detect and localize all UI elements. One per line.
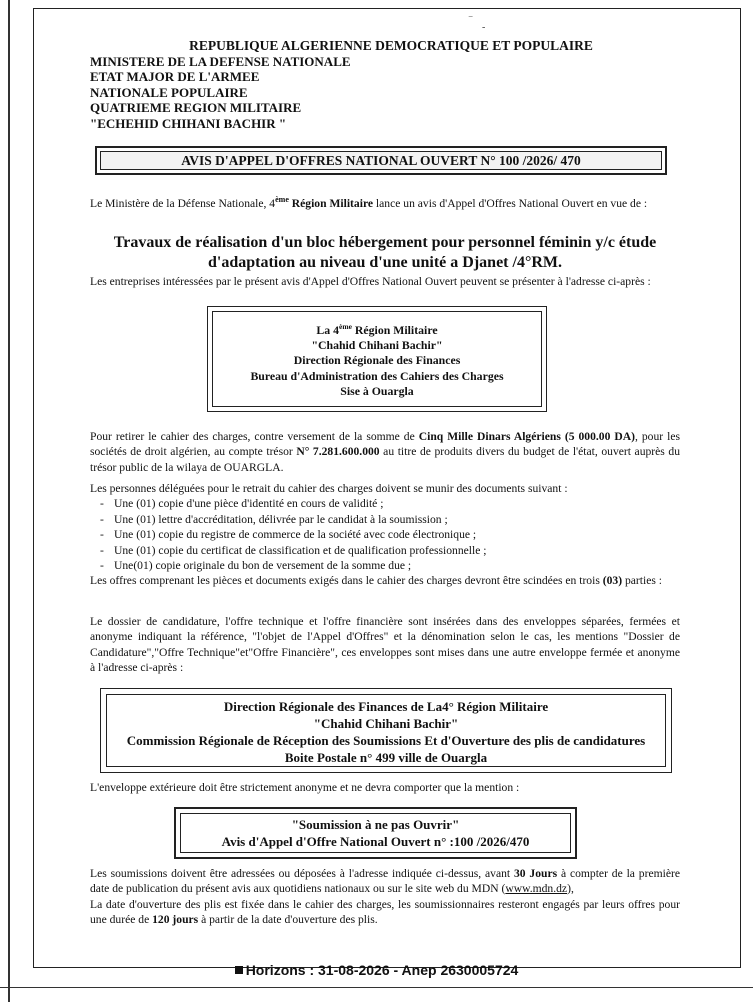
outer-envelope-paragraph: L'enveloppe extérieure doit être strictement anonyme et ne devra comporter que la mention : xyxy=(90,781,520,794)
scan-mark: ⁻ xyxy=(468,14,474,25)
submission-line-2: "Chahid Chihani Bachir" xyxy=(313,716,459,731)
submission-line-4: Boite Postale n° 499 ville de Ouargla xyxy=(284,750,488,765)
scan-left-edge xyxy=(0,0,10,1002)
letterhead xyxy=(90,38,710,132)
intro-suffix: lance un avis d'Appel d'Offres National Ouvert en vue de : xyxy=(373,196,648,210)
army-line: NATIONALE POPULAIRE xyxy=(90,84,248,100)
withdrawal-address-box xyxy=(207,306,547,412)
address-line-4: Bureau d'Administration des Cahiers des Charges xyxy=(250,368,504,383)
notice-title: AVIS D'APPEL D'OFFRES NATIONAL OUVERT N° 100 /2026/ 470 xyxy=(100,151,662,170)
list-item: - Une (01) copie d'une pièce d'identité en cours de validité ; xyxy=(90,496,680,511)
offers-text: Les offres comprenant les pièces et documents exigés dans le cahier des charges devront être scindées en trois xyxy=(90,574,603,588)
offers-text-2: parties : xyxy=(622,574,662,588)
documents-list xyxy=(90,496,680,573)
envelopes-paragraph: Le dossier de candidature, l'offre technique et l'offre financière sont insérées dans des enveloppes séparées, fermées et anonyme indiquant la référence, "l'objet de l'Appel d'Offres" et la dénomination selon le cas, les mentions "Dossier de Candidature","Offre Technique"et"Offre Financière", ces enveloppes sont mises dans une autre enveloppe fermée et anonyme à l'adresse ci-après : xyxy=(90,615,680,675)
square-bullet-icon xyxy=(235,966,243,974)
scan-mark: - xyxy=(482,22,486,33)
submission-line-3: Commission Régionale de Réception des Soumissions Et d'Ouverture des plis de candidatures xyxy=(126,733,646,748)
payment-amount: Cinq Mille Dinars Algériens (5 000.00 DA) xyxy=(418,430,635,443)
mdn-website-link[interactable]: www.mdn.dz xyxy=(505,882,568,896)
payment-text: Pour retirer le cahier des charges, contre versement de la somme de xyxy=(90,430,419,443)
list-item: - Une (01) copie du certificat de classification et de qualification professionnelle ; xyxy=(90,543,680,558)
address-line-2: "Chahid Chihani Bachir" xyxy=(311,338,443,353)
mention xyxy=(180,813,571,853)
project-title: Travaux de réalisation d'un bloc hébergement pour personnel féminin y/c étude d'adaptation au niveau d'une unité a Djanet /4°RM. xyxy=(113,234,657,271)
validity-paragraph xyxy=(90,897,680,928)
validity-text: La date d'ouverture des plis est fixée dans le cahier des charges, les soumissionnaires resteront engagés par leurs offres pour une durée de xyxy=(90,898,680,927)
offers-count: (03) xyxy=(602,574,623,588)
submission-line-1: Direction Régionale des Finances de La4° Région Militaire xyxy=(223,699,549,714)
intro-text: Le Ministère de la Défense Nationale, 4 xyxy=(90,196,276,210)
deadline-text: Les soumissions doivent être adressées ou déposées à l'adresse indiquée ci-dessus, avant xyxy=(90,867,514,880)
page-bottom-rule xyxy=(0,987,753,988)
ministry-line: MINISTERE DE LA DEFENSE NATIONALE xyxy=(90,53,351,69)
mention-line-2: Avis d'Appel d'Offre National Ouvert n° :100 /2026/470 xyxy=(221,834,530,849)
validity-days: 120 jours xyxy=(152,913,199,927)
mention-line-1: "Soumission à ne pas Ouvrir" xyxy=(291,817,460,832)
deadline-text-2: à compter de la première date de publication du présent avis aux quotidiens nationaux ou sur le site web du MDN ( xyxy=(90,867,680,896)
treasury-account: N° 7.281.600.000 xyxy=(296,445,380,459)
address-line-1-suffix: Région Militaire xyxy=(351,322,438,337)
submission-address xyxy=(106,694,666,767)
notice-title-box xyxy=(95,146,667,175)
address-line-1: La 4 xyxy=(316,322,340,337)
address-line-3: Direction Régionale des Finances xyxy=(293,353,461,368)
list-item: - Une (01) copie du registre de commerce de la société avec code électronique ; xyxy=(90,527,680,542)
mention-box xyxy=(174,807,577,859)
intro-sup: ème xyxy=(275,195,289,204)
payment-paragraph xyxy=(90,429,680,475)
list-item: - Une (01) lettre d'accréditation, délivrée par le candidat à la soumission ; xyxy=(90,512,680,527)
companies-paragraph: Les entreprises intéressées par le présent avis d'Appel d'Offres National Ouvert peuvent se présenter à l'adresse ci-après : xyxy=(90,275,651,288)
region-name-line: "ECHEHID CHIHANI BACHIR " xyxy=(90,115,287,131)
region-line: QUATRIEME REGION MILITAIRE xyxy=(90,100,302,116)
deadline-text-3: ), xyxy=(567,882,574,896)
republic-line: REPUBLIQUE ALGERIENNE DEMOCRATIQUE ET POPULAIRE xyxy=(189,38,593,53)
deadline-days: 30 Jours xyxy=(513,867,558,880)
documents-section xyxy=(90,481,680,589)
submission-address-box xyxy=(100,688,672,773)
offers-paragraph xyxy=(90,573,680,588)
validity-text-2: à partir de la date d'ouverture des plis. xyxy=(198,913,378,927)
documents-intro: Les personnes déléguées pour le retrait du cahier des charges doivent se munir des documents suivant : xyxy=(90,482,568,495)
withdrawal-address xyxy=(212,311,542,407)
intro-region: Région Militaire xyxy=(288,196,374,210)
publication-footer xyxy=(0,962,753,978)
address-sup: ème xyxy=(339,322,352,331)
payment-text-2: , pour les sociétés de droit algérien, au compte trésor xyxy=(90,430,681,459)
payment-text-3: au titre de produits divers du budget de l'état, ouvert auprès du trésor public de la wilaya de OUARGLA. xyxy=(90,445,680,474)
staff-line: ETAT MAJOR DE L'ARMEE xyxy=(90,69,260,85)
address-line-5: Sise à Ouargla xyxy=(340,383,414,398)
intro-paragraph xyxy=(90,192,680,211)
deadline-paragraph xyxy=(90,866,680,897)
list-item: - Une(01) copie originale du bon de versement de la somme due ; xyxy=(90,558,680,573)
footer-text: Horizons : 31-08-2026 - Anep 2630005724 xyxy=(245,962,519,978)
